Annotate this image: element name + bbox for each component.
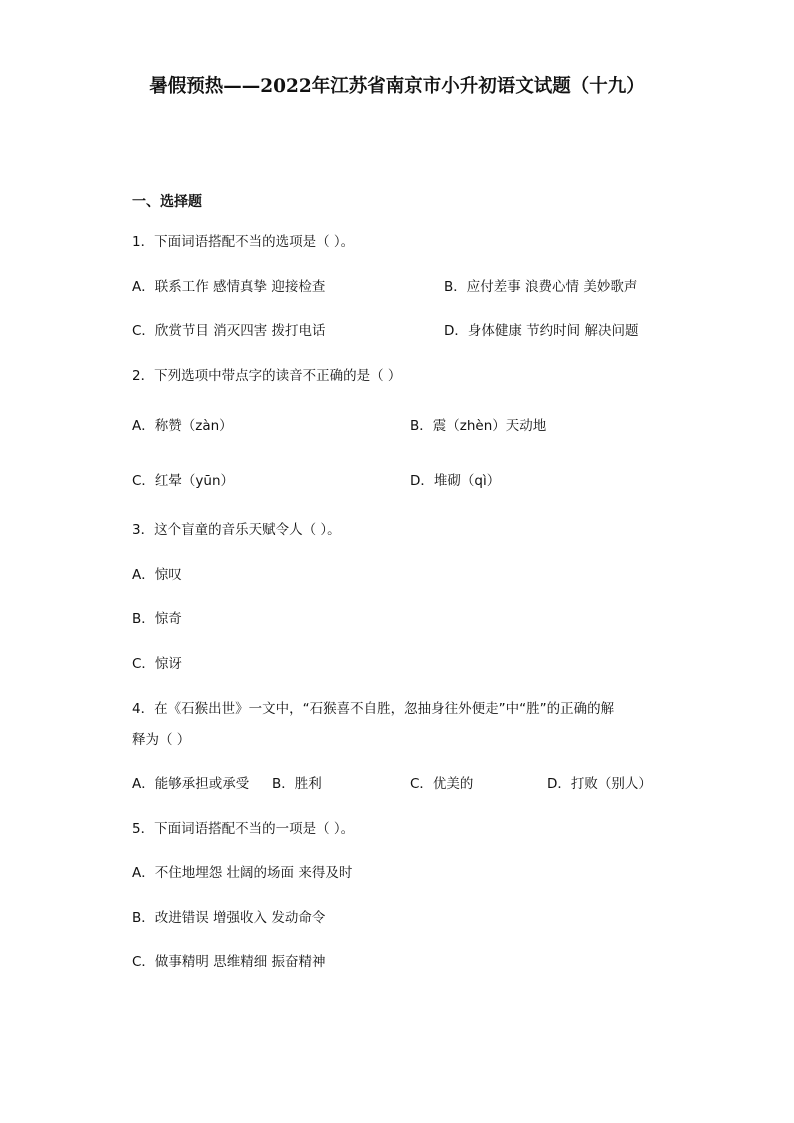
question-4-stem-line-2: 释为（ ） xyxy=(132,732,191,748)
question-2-option-d: D．堆砌（qì） xyxy=(410,473,501,489)
question-4-option-c: C．优美的 xyxy=(410,776,474,792)
question-1-option-c: C．欣赏节目 消灭四害 拨打电话 xyxy=(132,323,326,339)
question-2-stem: 2．下列选项中带点字的读音不正确的是（ ） xyxy=(132,368,402,384)
question-4-option-d: D．打败（别人） xyxy=(547,776,652,792)
question-1-option-a: A．联系工作 感情真挚 迎接检查 xyxy=(132,279,326,295)
question-1-option-b: B．应付差事 浪费心情 美妙歌声 xyxy=(444,279,638,295)
question-5-option-c: C．做事精明 思维精细 振奋精神 xyxy=(132,954,326,970)
question-4-option-a: A．能够承担或承受 xyxy=(132,776,250,792)
question-2-option-c: C．红晕（yūn） xyxy=(132,473,235,489)
question-5-option-a: A．不住地埋怨 壮阔的场面 来得及时 xyxy=(132,865,353,881)
question-5-stem: 5．下面词语搭配不当的一项是（ ）。 xyxy=(132,821,355,837)
question-3-stem: 3．这个盲童的音乐天赋令人（ ）。 xyxy=(132,522,341,538)
question-3-option-c: C．惊讶 xyxy=(132,656,182,672)
question-4-option-b: B．胜利 xyxy=(272,776,322,792)
page-title: 暑假预热——2022年江苏省南京市小升初语文试题（十九） xyxy=(149,76,645,97)
question-1-stem: 1．下面词语搭配不当的选项是（ ）。 xyxy=(132,234,355,250)
question-4-stem-line-1: 4．在《石猴出世》一文中，“石猴喜不自胜，忽抽身往外便走”中“胜”的正确的解 xyxy=(132,701,615,717)
question-3-option-b: B．惊奇 xyxy=(132,611,182,627)
question-1-option-d: D．身体健康 节约时间 解决问题 xyxy=(444,323,639,339)
question-3-option-a: A．惊叹 xyxy=(132,567,182,583)
section-heading: 一、选择题 xyxy=(132,194,202,210)
question-2-option-b: B．震（zhèn）天动地 xyxy=(410,418,547,434)
question-5-option-b: B．改进错误 增强收入 发动命令 xyxy=(132,910,326,926)
question-2-option-a: A．称赞（zàn） xyxy=(132,418,233,434)
